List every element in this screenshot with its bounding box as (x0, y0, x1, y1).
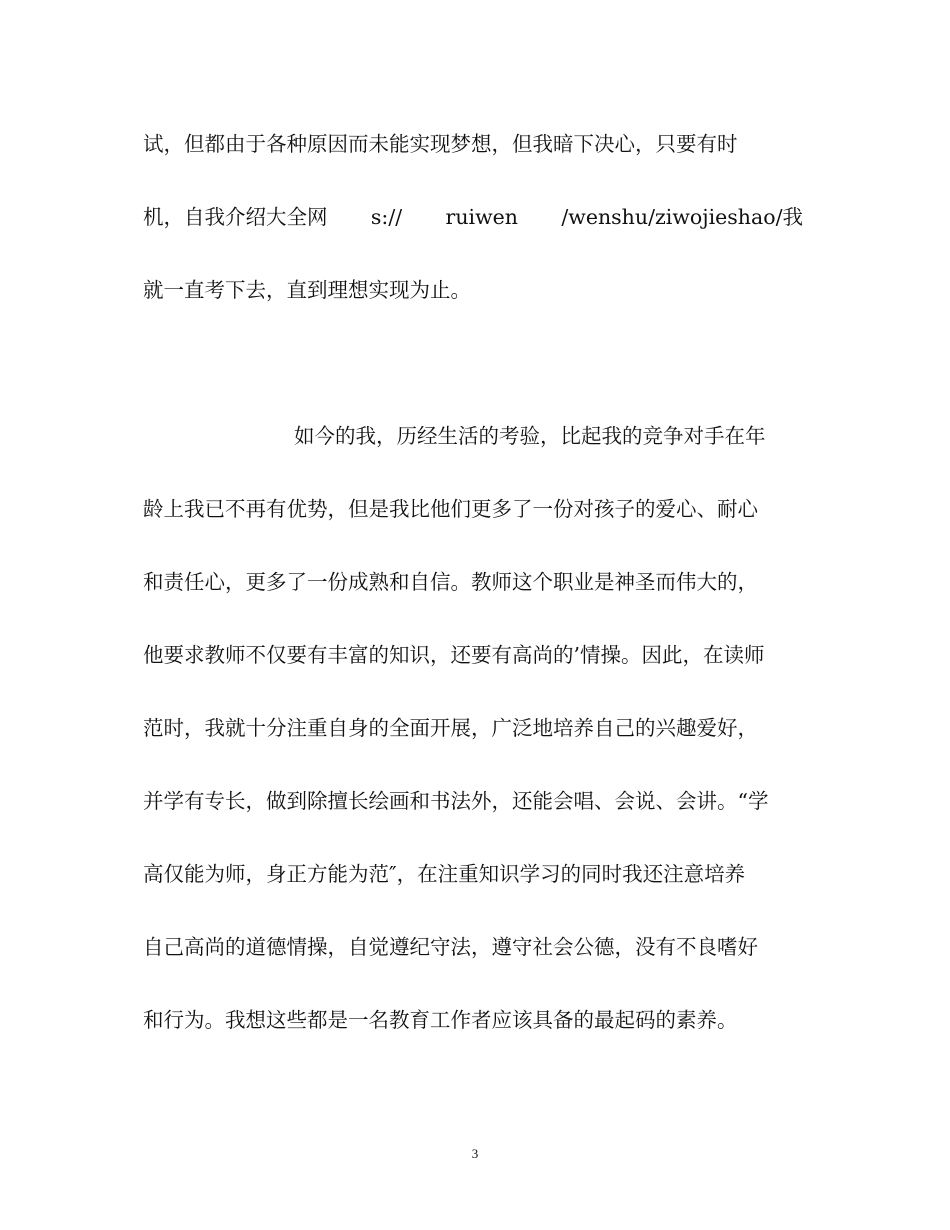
paragraph2-line1: 如今的我，历经生活的考验，比起我的竞争对手在年 (294, 424, 766, 448)
paragraph1-line3: 就一直考下去，直到理想实现为止。 (143, 278, 471, 302)
line2-url-path: /wenshu/ziwojieshao/我 (561, 205, 803, 229)
paragraph2-line4: 他要求教师不仅要有丰富的知识，还要有高尚的’情操。因此，在读师 (143, 643, 765, 667)
paragraph2-line2: 龄上我已不再有优势，但是我比他们更多了一份对孩子的爱心、耐心 (143, 497, 758, 521)
paragraph2-line6: 并学有专长，做到除擅长绘画和书法外，还能会唱、会说、会讲。“学 (143, 789, 769, 813)
paragraph2-line8: 自己高尚的道德情操，自觉遵纪守法，遵守社会公德，没有不良嗜好 (143, 935, 758, 959)
line2-text: 机，自我介绍大全网 (143, 205, 328, 229)
paragraph2-line3: 和责任心，更多了一份成熟和自信。教师这个职业是神圣而伟大的， (143, 570, 758, 594)
paragraph2-line5: 范时，我就十分注重自身的全面开展，广泛地培养自己的兴趣爱好， (143, 716, 758, 740)
paragraph1-line1: 试，但都由于各种原因而未能实现梦想，但我暗下决心，只要有时 (143, 132, 738, 156)
paragraph2-line7: 高仅能为师，身正方能为范″，在注重知识学习的同时我还注意培养 (143, 862, 746, 886)
paragraph2-line9: 和行为。我想这些都是一名教育工作者应该具备的最起码的素养。 (143, 1008, 738, 1032)
line2-url-host: ruiwen (445, 205, 518, 229)
line2-url-scheme: s:// (370, 205, 403, 229)
paragraph1-line2 (143, 203, 803, 231)
page-number: 3 (471, 1146, 479, 1161)
